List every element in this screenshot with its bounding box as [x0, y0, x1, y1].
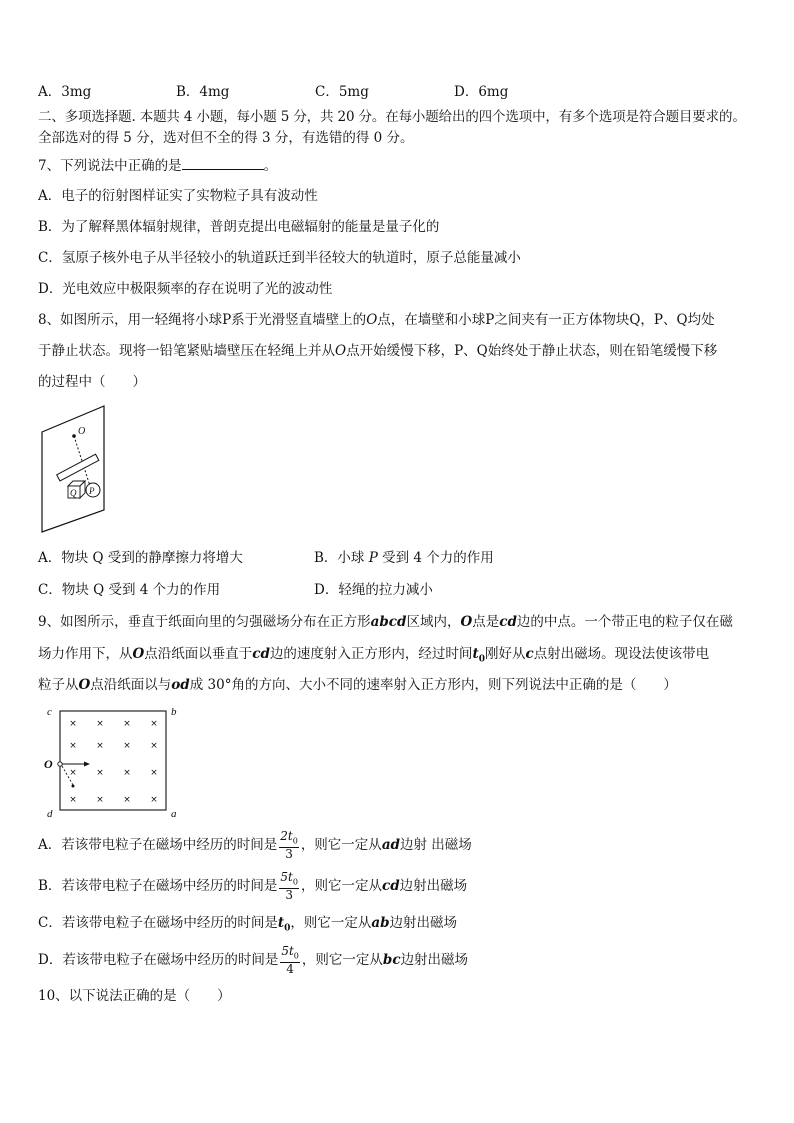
q8-stem-line2: [38, 342, 717, 360]
frac-den: 4: [286, 962, 294, 977]
var-t0-sub: 0: [478, 654, 485, 665]
field-cross-icon: ×: [96, 768, 104, 778]
q9-text: 点射出磁场。现设法使该带电: [533, 646, 710, 662]
q9-b-text: ，则它一定从: [300, 878, 382, 894]
frac-num: 2t: [280, 828, 293, 843]
point-o-label: O: [44, 757, 53, 771]
point-o: O: [335, 343, 347, 359]
q9-a-text: 边射 出磁场: [400, 837, 472, 853]
var-o: O: [132, 646, 145, 662]
field-cross-icon: ×: [69, 768, 77, 778]
q8-text: 点开始缓慢下移，P、Q始终处于静止状态，则在铅笔缓慢下移: [346, 343, 718, 359]
section2-heading-line1: 二、多项选择题. 本题共 4 小题，每小题 5 分，共 20 分。在每小题给出的四个选项中，有多个选项是符合题目要求的。: [38, 109, 746, 125]
field-crosses: [69, 719, 158, 805]
particle-dot: [72, 785, 75, 788]
q9-text: 成 30°角的方向、大小不同的速率射入正方形内，则下列说法中正确的是（ ）: [189, 677, 677, 693]
point-o-marker: [58, 762, 62, 766]
field-cross-icon: ×: [96, 741, 104, 751]
var-c: c: [525, 646, 534, 662]
edge-ad: ad: [381, 837, 400, 853]
frac-den: 3: [285, 888, 294, 903]
edge-bc: bc: [382, 952, 401, 968]
field-cross-icon: ×: [96, 795, 104, 805]
point-o: O: [366, 312, 378, 328]
field-cross-icon: ×: [150, 741, 158, 751]
frac-sub: 0: [292, 877, 298, 887]
q9-text: 区域内，: [406, 614, 461, 630]
q9-text: 点沿纸面以垂直于: [144, 646, 253, 662]
q9-a-text: ，则它一定从: [300, 837, 382, 853]
q7-stem-end: 。: [263, 158, 278, 174]
field-cross-icon: ×: [123, 768, 131, 778]
var-cd: cd: [252, 646, 270, 662]
q7-option-b: B．为了解释黑体辐射规律，普朗克提出电磁辐射的能量是量子化的: [38, 219, 440, 235]
q7-option-a: A．电子的衍射图样证实了实物粒子具有波动性: [38, 188, 318, 204]
q9-stem-line1: [38, 613, 733, 631]
q9-text: 边的中点。一个带正电的粒子仅在磁: [516, 614, 733, 630]
q9-text: 刚好从: [484, 646, 526, 662]
q9-magnetic-field-diagram: [40, 700, 190, 822]
var-o: O: [460, 614, 473, 630]
q9-d-text: D．若该带电粒子在磁场中经历的时间是: [38, 952, 279, 968]
q7-option-c: C．氢原子核外电子从半径较小的轨道跃迁到半径较大的轨道时，原子总能量减小: [38, 250, 521, 266]
q8-option-c: C．物块 Q 受到 4 个力的作用: [38, 582, 221, 598]
point-o-dot: [72, 434, 76, 438]
q9-option-b: [38, 867, 467, 905]
q7-stem-text: 7、下列说法中正确的是: [38, 158, 182, 174]
field-cross-icon: ×: [150, 719, 158, 729]
field-cross-icon: ×: [150, 768, 158, 778]
q9-c-text: C．若该带电粒子在磁场中经历的时间是: [38, 915, 278, 931]
frac-num: 5t: [280, 869, 293, 884]
q9-b-text: B．若该带电粒子在磁场中经历的时间是: [38, 878, 278, 894]
field-cross-icon: ×: [69, 795, 77, 805]
q8-wall-diagram: [36, 404, 116, 536]
answer-blank: [182, 156, 264, 170]
field-cross-icon: ×: [123, 719, 131, 729]
label-p: P: [89, 486, 95, 496]
block-q: [68, 481, 85, 498]
q8-option-d: D．轻绳的拉力减小: [314, 582, 433, 598]
q9-text: 边的速度射入正方形内，经过时间: [269, 646, 473, 662]
q8-stem-line1: [38, 311, 715, 329]
q9-text: 点是: [472, 614, 500, 630]
q9-option-c: [38, 914, 457, 938]
q9-d-text: 边射出磁场: [400, 952, 469, 968]
q9-a-text: A．若该带电粒子在磁场中经历的时间是: [38, 837, 278, 853]
corner-c: c: [47, 706, 52, 718]
label-o: O: [78, 426, 86, 437]
q9-text: 9、如图所示，垂直于纸面向里的匀强磁场分布在正方形: [38, 614, 371, 630]
q8-text: 于静止状态。现将一铅笔紧贴墙壁压在轻绳上并从: [38, 343, 335, 359]
q6-option-d: D．6mg: [454, 84, 509, 100]
q9-d-text: ，则它一定从: [301, 952, 383, 968]
q6-option-c: C．5mg: [315, 84, 369, 100]
q7-option-d: D．光电效应中极限频率的存在说明了光的波动性: [38, 281, 333, 297]
fraction-2t0-over-3: [279, 830, 299, 861]
label-q: Q: [70, 488, 77, 498]
ball-p-label: P: [368, 550, 378, 566]
field-cross-icon: ×: [69, 741, 77, 751]
frac-sub: 0: [293, 951, 299, 961]
q9-stem-line3: [38, 676, 677, 694]
corner-b: b: [171, 706, 177, 718]
fraction-5t0-over-4: [280, 945, 300, 976]
q7-stem: [38, 156, 277, 175]
var-t0: t: [472, 646, 479, 662]
var-t0-sub: 0: [284, 923, 291, 934]
q8-stem-line3: 的过程中（ ）: [38, 374, 146, 390]
var-od: od: [171, 677, 190, 693]
q9-text: 场力作用下，从: [38, 646, 133, 662]
pencil: [57, 454, 99, 481]
q8-b-text: 受到 4 个力的作用: [377, 550, 494, 566]
fraction-5t0-over-3: [279, 871, 299, 902]
frac-num: 5t: [281, 943, 294, 958]
field-cross-icon: ×: [123, 795, 131, 805]
arrow-head: [84, 762, 90, 767]
q8-b-text: B．小球: [314, 550, 369, 566]
edge-ab: ab: [371, 915, 390, 931]
var-cd: cd: [499, 614, 517, 630]
field-cross-icon: ×: [69, 719, 77, 729]
q8-text: 点，在墙壁和小球P之间夹有一正方体物块Q，P、Q均处: [377, 312, 715, 328]
q9-stem-line2: [38, 645, 709, 669]
q6-option-b: B．4mg: [176, 84, 230, 100]
q9-option-a: [38, 826, 472, 864]
frac-den: 3: [285, 847, 293, 862]
frac-sub: 0: [292, 836, 298, 846]
field-cross-icon: ×: [123, 741, 131, 751]
corner-a: a: [171, 808, 177, 820]
field-cross-icon: ×: [96, 719, 104, 729]
var-abcd: abcd: [370, 614, 407, 630]
q9-option-d: [38, 941, 468, 979]
q10-stem: 10、以下说法正确的是（ ）: [38, 988, 231, 1004]
var-t0: t: [277, 915, 285, 931]
section2-heading-line2: 全部选对的得 5 分，选对但不全的得 3 分，有选错的得 0 分。: [38, 130, 414, 146]
edge-cd: cd: [381, 878, 400, 894]
q9-b-text: 边射出磁场: [399, 878, 468, 894]
corner-d: d: [47, 808, 53, 820]
q8-option-b: [314, 549, 494, 567]
q9-text: 粒子从: [38, 677, 79, 693]
q9-c-text: ，则它一定从: [290, 915, 372, 931]
q9-c-text: 边射出磁场: [389, 915, 458, 931]
q6-option-a: A．3mg: [38, 84, 92, 100]
field-cross-icon: ×: [150, 795, 158, 805]
q8-option-a: A．物块 Q 受到的静摩擦力将增大: [38, 550, 243, 566]
q9-text: 点沿纸面以与: [90, 677, 172, 693]
q8-text: 8、如图所示，用一轻绳将小球P系于光滑竖直墙壁上的: [38, 312, 367, 328]
var-o: O: [78, 677, 91, 693]
